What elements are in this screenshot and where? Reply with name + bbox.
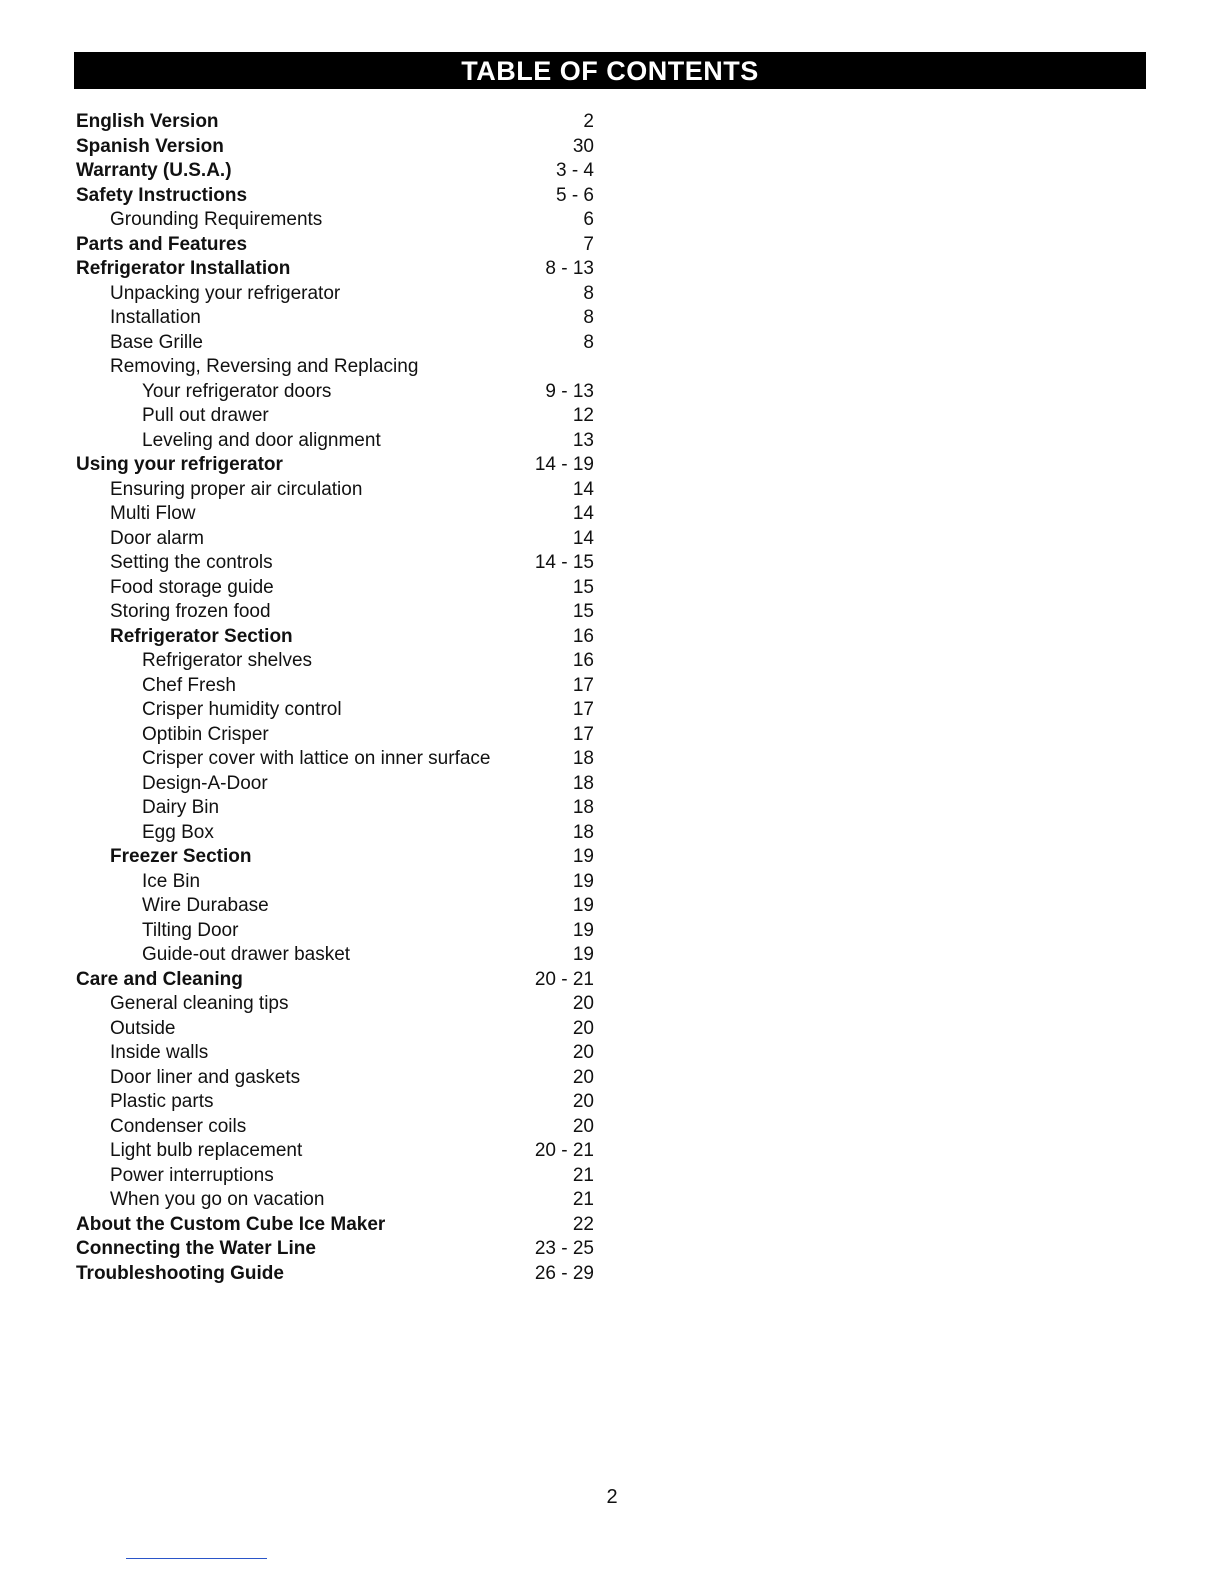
toc-entry-page: 17 — [572, 723, 594, 745]
page-number: 2 — [606, 1486, 618, 1508]
toc-entry-label: Using your refrigerator — [76, 454, 283, 475]
toc-entry-label: When you go on vacation — [110, 1189, 325, 1210]
toc-entry-page: 8 — [583, 331, 594, 353]
toc-entry-page: 18 — [572, 772, 594, 794]
toc-entry — [76, 772, 596, 797]
toc-entry — [76, 992, 596, 1017]
toc-entry-label: Design-A-Door — [142, 772, 268, 794]
toc-entry-label: Multi Flow — [110, 503, 196, 524]
toc-entry-page: 18 — [572, 748, 594, 769]
toc-entry-page: 19 — [572, 895, 594, 916]
toc-entry-page: 19 — [572, 870, 594, 892]
toc-entry-page: 8 - 13 — [545, 258, 594, 279]
toc-entry-page: 17 — [572, 674, 594, 696]
toc-entry-label: Warranty (U.S.A.) — [76, 160, 232, 181]
toc-entry — [76, 576, 596, 601]
toc-entry — [76, 919, 596, 944]
toc-entry — [76, 1090, 596, 1115]
toc-entry-label: Door liner and gaskets — [110, 1066, 301, 1088]
toc-entry-label: Base Grille — [110, 331, 203, 353]
toc-entry-page: 7 — [583, 233, 594, 255]
toc-entry-label: Freezer Section — [110, 846, 252, 867]
toc-entry-page: 20 — [572, 1042, 594, 1063]
toc-entry — [76, 698, 596, 723]
toc-entry-label: Crisper cover with lattice on inner surface — [142, 748, 491, 769]
toc-entry-label: Care and Cleaning — [76, 968, 243, 990]
toc-entry — [76, 502, 596, 527]
toc-entry-label: Refrigerator Installation — [76, 258, 291, 279]
toc-entry-label: Ensuring proper air circulation — [110, 478, 363, 500]
toc-entry-page: 8 — [583, 307, 594, 328]
toc-entry-page: 20 — [572, 993, 594, 1014]
toc-entry — [76, 184, 596, 209]
toc-entry-label: About the Custom Cube Ice Maker — [76, 1213, 386, 1235]
toc-entry-page: 2 — [583, 111, 594, 132]
toc-entry — [76, 894, 596, 919]
toc-entry — [76, 600, 596, 625]
toc-entry-label: Egg Box — [142, 821, 214, 843]
toc-entry-label: Tilting Door — [142, 919, 239, 941]
toc-entry-page: 5 - 6 — [555, 184, 594, 206]
footer-divider — [126, 1558, 267, 1559]
toc-entry — [76, 527, 596, 552]
toc-entry — [76, 649, 596, 674]
toc-entry — [76, 453, 596, 478]
toc-entry-page: 18 — [572, 821, 594, 843]
toc-entry — [76, 1262, 596, 1287]
toc-entry — [76, 135, 596, 160]
toc-entry — [76, 845, 596, 870]
toc-entry-label: Your refrigerator doors — [142, 380, 332, 402]
toc-entry — [76, 943, 596, 968]
toc-entry-label: Grounding Requirements — [110, 209, 323, 230]
toc-entry — [76, 625, 596, 650]
toc-entry-page: 12 — [572, 405, 594, 426]
toc-entry-page: 26 - 29 — [534, 1262, 594, 1284]
toc-entry-label: Troubleshooting Guide — [76, 1262, 284, 1284]
toc-entry — [76, 282, 596, 307]
toc-entry-label: Light bulb replacement — [110, 1140, 303, 1161]
toc-entry-label: Refrigerator Section — [110, 625, 293, 647]
toc-entry-page: 30 — [572, 135, 594, 157]
toc-entry-page: 14 - 19 — [534, 454, 594, 475]
toc-entry — [76, 870, 596, 895]
toc-entry-page: 16 — [572, 625, 594, 647]
toc-entry — [76, 208, 596, 233]
toc-entry — [76, 1213, 596, 1238]
toc-entry-page: 18 — [572, 797, 594, 818]
toc-entry-page: 21 — [572, 1164, 594, 1186]
toc-entry — [76, 110, 596, 135]
toc-entry — [76, 551, 596, 576]
toc-entry-page: 8 — [583, 282, 594, 304]
toc-entry — [76, 821, 596, 846]
toc-entry-page: 14 — [572, 527, 594, 549]
toc-entry-label: Inside walls — [110, 1042, 209, 1063]
toc-entry — [76, 1066, 596, 1091]
toc-entry-page: 16 — [572, 650, 594, 671]
page-title: TABLE OF CONTENTS — [74, 52, 1146, 89]
toc-entry-page: 20 — [572, 1066, 594, 1088]
toc-entry-label: Setting the controls — [110, 552, 273, 573]
toc-entry-page: 20 - 21 — [534, 1140, 594, 1161]
toc-entry — [76, 306, 596, 331]
toc-entry — [76, 1188, 596, 1213]
toc-entry-page: 23 - 25 — [534, 1238, 594, 1259]
toc-entry-page: 22 — [572, 1213, 594, 1235]
toc-entry — [76, 674, 596, 699]
toc-entry-label: Unpacking your refrigerator — [110, 282, 341, 304]
toc-entry-page: 6 — [583, 209, 594, 230]
toc-entry — [76, 355, 596, 380]
toc-entry-page: 14 — [572, 503, 594, 524]
toc-entry — [76, 1164, 596, 1189]
toc-entry-label: Ice Bin — [142, 870, 201, 892]
toc-entry-page: 13 — [572, 429, 594, 451]
toc-entry — [76, 1139, 596, 1164]
toc-entry-label: Safety Instructions — [76, 184, 248, 206]
toc-entry-label: Condenser coils — [110, 1115, 247, 1137]
toc-entry-page: 3 - 4 — [555, 160, 594, 181]
toc-entry-page: 20 — [572, 1091, 594, 1112]
toc-entry — [76, 331, 596, 356]
toc-entry-label: Storing frozen food — [110, 601, 271, 622]
toc-entry-page: 19 — [572, 919, 594, 941]
toc-entry-label: Door alarm — [110, 527, 204, 549]
toc-entry — [76, 747, 596, 772]
toc-entry-label: Outside — [110, 1017, 176, 1039]
toc-entry — [76, 478, 596, 503]
toc-entry-label: Spanish Version — [76, 135, 224, 157]
toc-entry-label: Food storage guide — [110, 576, 274, 598]
toc-entry-label: Guide-out drawer basket — [142, 944, 351, 965]
toc-entry — [76, 796, 596, 821]
toc-entry-page: 14 — [572, 478, 594, 500]
toc-entry-page: 20 - 21 — [534, 968, 594, 990]
toc-entry-page: 14 - 15 — [534, 552, 594, 573]
toc-entry — [76, 404, 596, 429]
toc-entry-page: 15 — [572, 576, 594, 598]
toc-entry-label: English Version — [76, 111, 219, 132]
toc-entry-label: Refrigerator shelves — [142, 650, 313, 671]
toc-entry-label: Removing, Reversing and Replacing — [110, 356, 419, 377]
toc-entry-page: 15 — [572, 601, 594, 622]
toc-entry — [76, 1017, 596, 1042]
toc-entry — [76, 723, 596, 748]
toc-entry-label: Pull out drawer — [142, 405, 269, 426]
toc-entry — [76, 429, 596, 454]
toc-entry-label: Leveling and door alignment — [142, 429, 381, 451]
toc-entry-page: 19 — [572, 846, 594, 867]
toc-entry-page: 21 — [572, 1189, 594, 1210]
toc-entry-page: 20 — [572, 1115, 594, 1137]
toc-entry-label: Crisper humidity control — [142, 699, 342, 720]
toc-entry-label: Wire Durabase — [142, 895, 269, 916]
toc-entry-label: Connecting the Water Line — [76, 1238, 316, 1259]
toc-entry — [76, 1115, 596, 1140]
toc-entry-label: Installation — [110, 307, 201, 328]
toc-entry — [76, 1237, 596, 1262]
toc-entry — [76, 1041, 596, 1066]
toc-entry — [76, 159, 596, 184]
toc-entry-label: Dairy Bin — [142, 797, 220, 818]
table-of-contents — [76, 110, 596, 1286]
toc-entry-page: 17 — [572, 699, 594, 720]
toc-entry — [76, 257, 596, 282]
toc-entry-page: 9 - 13 — [545, 380, 594, 402]
toc-entry-label: General cleaning tips — [110, 993, 289, 1014]
toc-entry-page: 20 — [572, 1017, 594, 1039]
toc-entry-label: Optibin Crisper — [142, 723, 269, 745]
toc-entry-page: 19 — [572, 944, 594, 965]
toc-entry — [76, 233, 596, 258]
toc-entry-label: Power interruptions — [110, 1164, 274, 1186]
toc-entry-label: Parts and Features — [76, 233, 248, 255]
toc-entry — [76, 380, 596, 405]
toc-entry-label: Chef Fresh — [142, 674, 236, 696]
toc-entry — [76, 968, 596, 993]
toc-entry-label: Plastic parts — [110, 1091, 214, 1112]
